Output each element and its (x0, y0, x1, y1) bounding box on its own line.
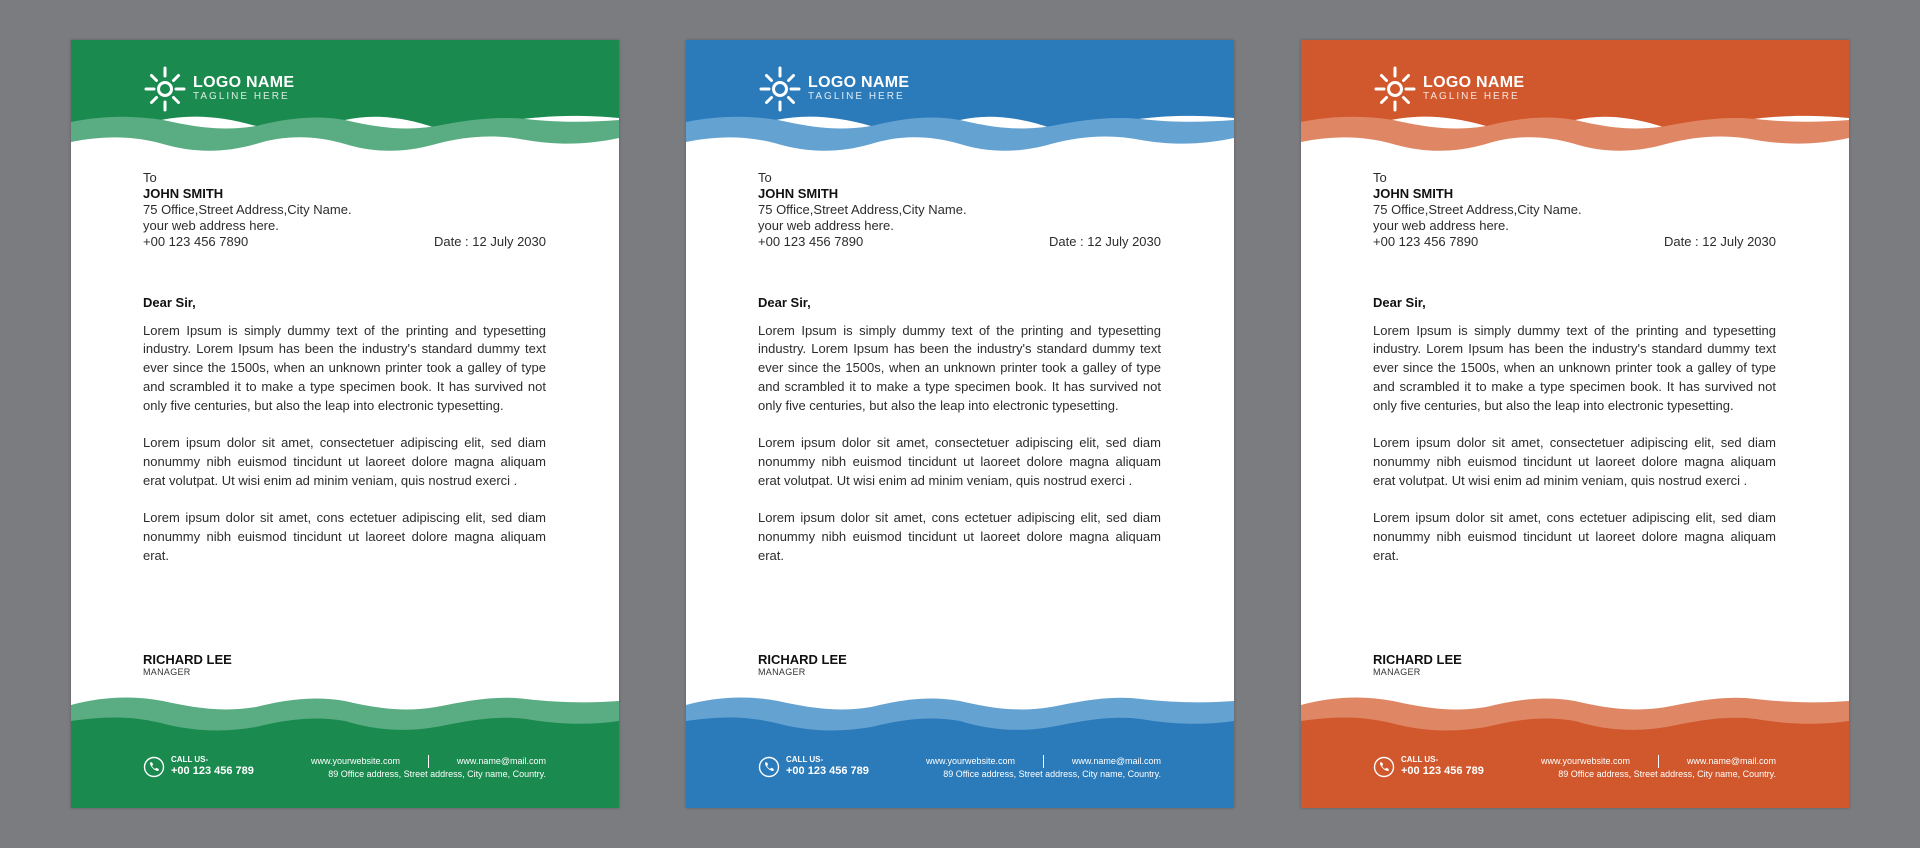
logo-name: LOGO NAME (1423, 74, 1525, 91)
signatory-title: MANAGER (1373, 667, 1421, 677)
letter-date: Date : 12 July 2030 (1663, 234, 1776, 249)
footer-separator (1658, 755, 1659, 768)
footer-address: 89 Office address, Street address, City name, Country. (1558, 769, 1776, 779)
signature-block (1373, 652, 1776, 677)
letter-body (758, 294, 1161, 584)
salutation: Dear Sir, (758, 295, 811, 310)
signature-block (143, 652, 546, 677)
salutation: Dear Sir, (143, 295, 196, 310)
body-paragraph: Lorem Ipsum is simply dummy text of the printing and typesetting industry. Lorem Ipsum has been the industry's standard dummy text ever since the 1500s, when an unknown printer took a galley of type and scrambled it to make a type specimen book. It has survived not only five centuries, but also the leap into electronic typesetting. (143, 322, 546, 413)
phone-icon (758, 756, 780, 778)
body-paragraph: Lorem Ipsum is simply dummy text of the printing and typesetting industry. Lorem Ipsum has been the industry's standard dummy text ever since the 1500s, when an unknown printer took a galley of type and scrambled it to make a type specimen book. It has survived not only five centuries, but also the leap into electronic typesetting. (758, 322, 1161, 413)
body-paragraph: Lorem ipsum dolor sit amet, cons ectetuer adipiscing elit, sed diam nonummy nibh euismod tincidunt ut laoreet dolore magna aliquam erat. (758, 510, 1161, 563)
recipient-web: your web address here. (143, 218, 279, 233)
footer-website: www.yourwebsite.com (311, 756, 401, 766)
call-label: CALL US- (786, 755, 824, 764)
body-paragraph: Lorem ipsum dolor sit amet, consectetuer adipiscing elit, sed diam nonummy nibh euismod tincidunt ut laoreet dolore magna aliquam erat volutpat. Ut wisi enim ad minim veniam, quis nostrud exerci . (758, 435, 1161, 488)
signature-block (758, 652, 1161, 677)
logo-tagline: TAGLINE HERE (808, 91, 905, 102)
body-paragraph: Lorem ipsum dolor sit amet, consectetuer adipiscing elit, sed diam nonummy nibh euismod tincidunt ut laoreet dolore magna aliquam erat volutpat. Ut wisi enim ad minim veniam, quis nostrud exerci . (143, 435, 546, 488)
recipient-name: JOHN SMITH (1373, 186, 1454, 201)
salutation: Dear Sir, (1373, 295, 1426, 310)
footer-address: 89 Office address, Street address, City name, Country. (943, 769, 1161, 779)
footer-separator (1043, 755, 1044, 768)
signatory-name: RICHARD LEE (758, 652, 847, 667)
letter-date: Date : 12 July 2030 (1048, 234, 1161, 249)
recipient-web: your web address here. (758, 218, 894, 233)
footer-website: www.yourwebsite.com (1541, 756, 1631, 766)
logo-name: LOGO NAME (808, 74, 910, 91)
recipient-block (143, 170, 546, 250)
letter-date: Date : 12 July 2030 (433, 234, 546, 249)
phone-icon (143, 756, 165, 778)
footer-separator (428, 755, 429, 768)
call-number: +00 123 456 789 (786, 765, 869, 777)
recipient-phone: +00 123 456 7890 (1373, 234, 1479, 249)
call-number: +00 123 456 789 (1401, 765, 1484, 777)
footer-email: www.name@mail.com (1686, 756, 1776, 766)
logo (1373, 65, 1524, 113)
footer-email: www.name@mail.com (456, 756, 546, 766)
footer-wave-band (686, 693, 1234, 808)
call-block (143, 755, 254, 778)
letterhead-blue (686, 40, 1234, 808)
body-paragraph: Lorem ipsum dolor sit amet, cons ectetuer adipiscing elit, sed diam nonummy nibh euismod tincidunt ut laoreet dolore magna aliquam erat. (1373, 510, 1776, 563)
sun-logo-icon (758, 65, 802, 113)
recipient-phone: +00 123 456 7890 (143, 234, 249, 249)
signatory-title: MANAGER (143, 667, 191, 677)
recipient-name: JOHN SMITH (143, 186, 224, 201)
footer-contacts (1541, 755, 1776, 781)
letter-body (1373, 294, 1776, 584)
signatory-name: RICHARD LEE (143, 652, 232, 667)
recipient-block (758, 170, 1161, 250)
recipient-web: your web address here. (1373, 218, 1509, 233)
call-block (1373, 755, 1484, 778)
letterhead-orange (1301, 40, 1849, 808)
recipient-block (1373, 170, 1776, 250)
sun-logo-icon (1373, 65, 1417, 113)
letter-body (143, 294, 546, 584)
recipient-address: 75 Office,Street Address,City Name. (143, 202, 352, 217)
recipient-to-label: To (143, 170, 157, 185)
signatory-name: RICHARD LEE (1373, 652, 1462, 667)
letterhead-green (71, 40, 619, 808)
recipient-to-label: To (758, 170, 772, 185)
footer-contacts (926, 755, 1161, 781)
recipient-to-label: To (1373, 170, 1387, 185)
footer-website: www.yourwebsite.com (926, 756, 1016, 766)
body-paragraph: Lorem ipsum dolor sit amet, consectetuer adipiscing elit, sed diam nonummy nibh euismod tincidunt ut laoreet dolore magna aliquam erat volutpat. Ut wisi enim ad minim veniam, quis nostrud exerci . (1373, 435, 1776, 488)
body-paragraph: Lorem ipsum dolor sit amet, cons ectetuer adipiscing elit, sed diam nonummy nibh euismod tincidunt ut laoreet dolore magna aliquam erat. (143, 510, 546, 563)
recipient-address: 75 Office,Street Address,City Name. (1373, 202, 1582, 217)
logo (758, 65, 909, 113)
logo-tagline: TAGLINE HERE (193, 91, 290, 102)
footer-address: 89 Office address, Street address, City name, Country. (328, 769, 546, 779)
body-paragraph: Lorem Ipsum is simply dummy text of the printing and typesetting industry. Lorem Ipsum has been the industry's standard dummy text ever since the 1500s, when an unknown printer took a galley of type and scrambled it to make a type specimen book. It has survived not only five centuries, but also the leap into electronic typesetting. (1373, 322, 1776, 413)
logo (143, 65, 294, 113)
recipient-name: JOHN SMITH (758, 186, 839, 201)
recipient-phone: +00 123 456 7890 (758, 234, 864, 249)
call-number: +00 123 456 789 (171, 765, 254, 777)
logo-tagline: TAGLINE HERE (1423, 91, 1520, 102)
call-block (758, 755, 869, 778)
signatory-title: MANAGER (758, 667, 806, 677)
call-label: CALL US- (171, 755, 209, 764)
footer-contacts (311, 755, 546, 781)
phone-icon (1373, 756, 1395, 778)
footer-email: www.name@mail.com (1071, 756, 1161, 766)
footer-wave-band (1301, 693, 1849, 808)
sun-logo-icon (143, 65, 187, 113)
recipient-address: 75 Office,Street Address,City Name. (758, 202, 967, 217)
footer-wave-band (71, 693, 619, 808)
call-label: CALL US- (1401, 755, 1439, 764)
logo-name: LOGO NAME (193, 74, 295, 91)
